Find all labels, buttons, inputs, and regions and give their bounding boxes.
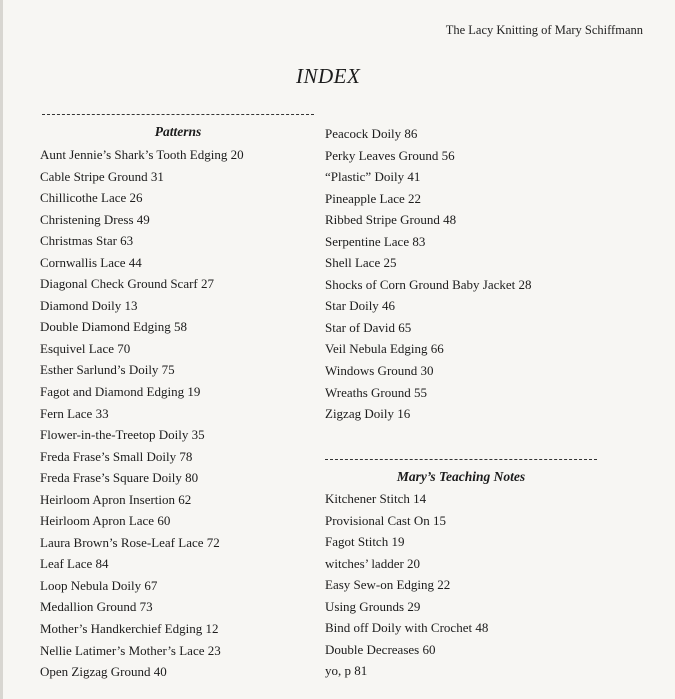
index-entry: “Plastic” Doily 41 (325, 169, 421, 185)
index-entry: Nellie Latimer’s Mother’s Lace 23 (40, 642, 221, 658)
teaching-notes-list (325, 488, 488, 682)
index-entry: Shell Lace 25 (325, 255, 397, 271)
patterns-list-right (325, 123, 532, 425)
index-entry: Easy Sew-on Edging 22 (325, 577, 451, 593)
index-entry: Bind off Doily with Crochet 48 (325, 620, 489, 636)
page-title: INDEX (296, 64, 361, 88)
index-entry: Diamond Doily 13 (40, 297, 138, 313)
index-entry: Star Doily 46 (325, 298, 396, 314)
index-entry: Heirloom Apron Lace 60 (40, 513, 171, 529)
index-entry: Shocks of Corn Ground Baby Jacket 28 (325, 276, 532, 292)
index-entry: Double Diamond Edging 58 (40, 319, 187, 335)
index-entry: Medallion Ground 73 (40, 599, 153, 615)
index-entry: Wreaths Ground 55 (325, 384, 428, 400)
index-entry: Kitchener Stitch 14 (325, 491, 427, 506)
index-entry: Christening Dress 49 (40, 211, 150, 227)
index-entry: Esquivel Lace 70 (40, 340, 131, 356)
index-entry: Zigzag Doily 16 (325, 406, 411, 422)
index-entry: Star of David 65 (325, 319, 412, 335)
index-entry: Freda Frase’s Small Doily 78 (40, 448, 193, 464)
running-header: The Lacy Knitting of Mary Schiffmann (445, 23, 643, 37)
index-entry: Heirloom Apron Insertion 62 (40, 491, 192, 507)
index-entry: Double Decreases 60 (325, 641, 436, 657)
index-entry: Leaf Lace 84 (40, 556, 109, 572)
page-edge-shadow (0, 0, 3, 699)
index-entry: Laura Brown’s Rose-Leaf Lace 72 (40, 534, 220, 550)
index-entry: Fagot Stitch 19 (325, 534, 405, 550)
index-entry: Fagot and Diamond Edging 19 (40, 384, 201, 400)
index-entry: Provisional Cast On 15 (325, 512, 446, 528)
patterns-heading: Patterns (154, 124, 202, 139)
index-entry: Windows Ground 30 (325, 363, 434, 379)
index-entry: Using Grounds 29 (325, 598, 421, 614)
index-entry: Christmas Star 63 (40, 233, 134, 249)
index-entry: Freda Frase’s Square Doily 80 (40, 470, 199, 486)
index-entry: yo, p 81 (325, 663, 368, 679)
index-entry: Chillicothe Lace 26 (40, 190, 143, 206)
index-entry: Pineapple Lace 22 (325, 190, 422, 206)
index-entry: Cornwallis Lace 44 (40, 254, 142, 270)
index-entry: Open Zigzag Ground 40 (40, 664, 167, 680)
index-entry: Diagonal Check Ground Scarf 27 (40, 276, 215, 292)
teaching-notes-heading: Mary’s Teaching Notes (396, 469, 526, 484)
index-entry: Ribbed Stripe Ground 48 (325, 212, 457, 228)
index-entry: Veil Nebula Edging 66 (325, 341, 444, 357)
index-entry: witches’ ladder 20 (325, 555, 421, 571)
index-entry: Fern Lace 33 (40, 405, 109, 421)
index-entry: Loop Nebula Doily 67 (40, 577, 158, 593)
index-entry: Cable Stripe Ground 31 (40, 168, 164, 184)
teaching-notes-divider (325, 459, 597, 460)
index-entry: Mother’s Handkerchief Edging 12 (40, 621, 219, 637)
index-entry: Esther Sarlund’s Doily 75 (40, 362, 175, 378)
index-entry: Peacock Doily 86 (325, 126, 418, 141)
index-entry: Aunt Jennie’s Shark’s Tooth Edging 20 (40, 147, 244, 162)
index-entry: Perky Leaves Ground 56 (325, 147, 455, 163)
index-entry: Flower-in-the-Treetop Doily 35 (40, 427, 205, 443)
index-entry: Serpentine Lace 83 (325, 233, 426, 249)
patterns-divider (42, 114, 314, 115)
patterns-list-left (40, 144, 244, 683)
